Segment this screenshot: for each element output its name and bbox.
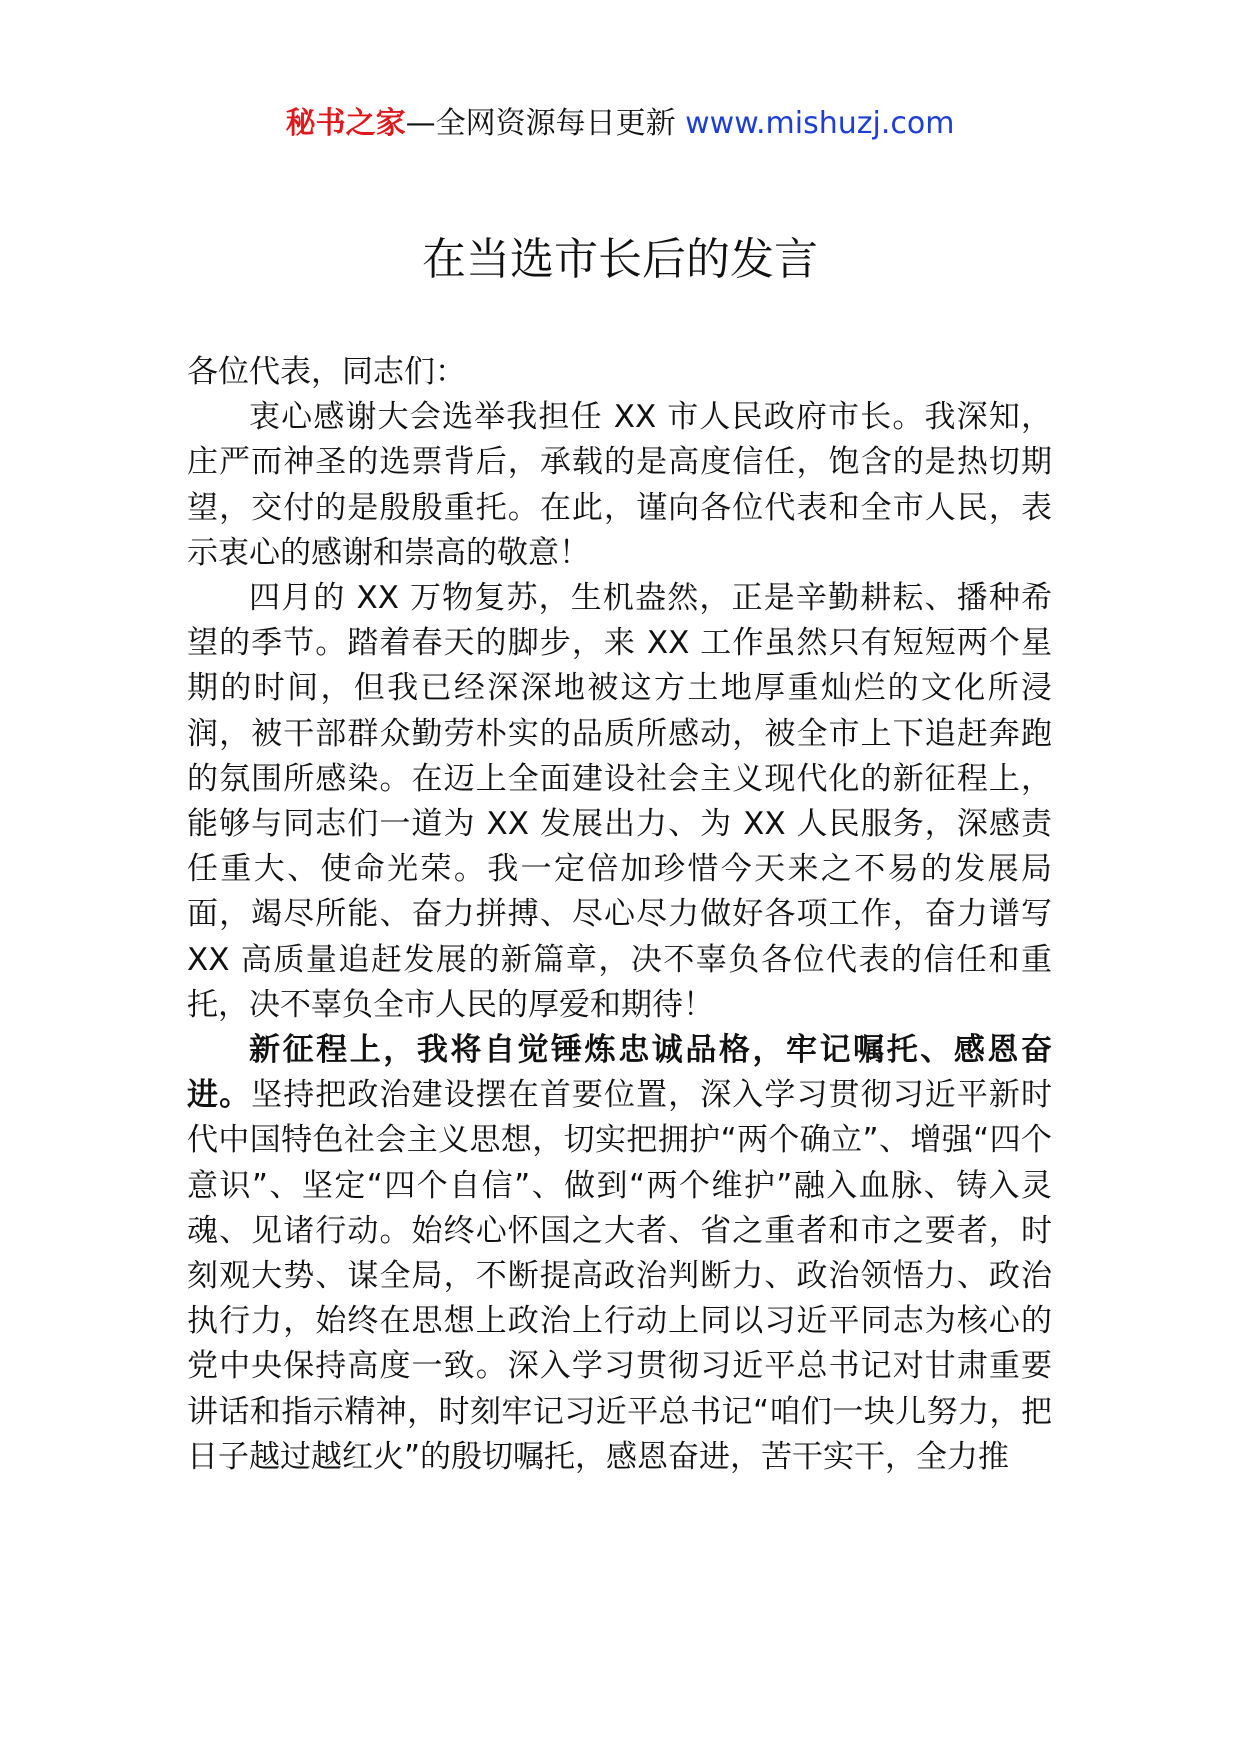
site-tagline: —全网资源每日更新	[405, 106, 686, 141]
site-url-link[interactable]: www.mishuzj.com	[685, 106, 955, 141]
document-body	[187, 350, 1052, 1480]
page-title: 在当选市长后的发言	[422, 234, 818, 285]
paragraph-loyalty	[187, 1028, 1052, 1480]
paragraph-loyalty-lead: 新征程上，我将自觉锤炼忠诚品格，牢记嘱托、感恩奋进。	[187, 1032, 1052, 1114]
site-brand: 秘书之家	[285, 106, 406, 141]
salutation: 各位代表，同志们：	[187, 354, 466, 390]
site-header	[0, 100, 1240, 148]
paragraph-season: 四月的 XX 万物复苏，生机盎然，正是辛勤耕耘、播种希望的季节。踏着春天的脚步，来 XX 工作虽然只有短短两个星期的时间，但我已经深深地被这方土地厚重灿烂的文化所浸润，被干部群众勤劳朴实的品质所感动，被全市上下追赶奔跑的氛围所感染。在迈上全面建设社会主义现代化的新征程上，能够与同志们一道为 XX 发展出力、为 XX 人民服务，深感责任重大、使命光荣。我一定倍加珍惜今天来之不易的发展局面，竭尽所能、奋力拼搏、尽心尽力做好各项工作，奋力谱写 XX 高质量追赶发展的新篇章，决不辜负各位代表的信任和重托，决不辜负全市人民的厚爱和期待！	[187, 580, 1052, 1023]
paragraph-loyalty-body: 坚持把政治建设摆在首要位置，深入学习贯彻习近平新时代中国特色社会主义思想，切实把拥护“两个确立”、增强“四个意识”、坚定“四个自信”、做到“两个维护”融入血脉、铸入灵魂、见诸行动。始终心怀国之大者、省之重者和市之要者，时刻观大势、谋全局，不断提高政治判断力、政治领悟力、政治执行力，始终在思想上政治上行动上同以习近平同志为核心的党中央保持高度一致。深入学习贯彻习近平总书记对甘肃重要讲话和指示精神，时刻牢记习近平总书记“咱们一块儿努力，把日子越过越红火”的殷切嘱托，感恩奋进，苦干实干，全力推	[187, 1077, 1052, 1475]
paragraph-gratitude: 衷心感谢大会选举我担任 XX 市人民政府市长。我深知，庄严而神圣的选票背后，承载的是高度信任，饱含的是热切期望，交付的是殷殷重托。在此，谨向各位代表和全市人民，表示衷心的感谢和崇高的敬意！	[187, 399, 1052, 571]
